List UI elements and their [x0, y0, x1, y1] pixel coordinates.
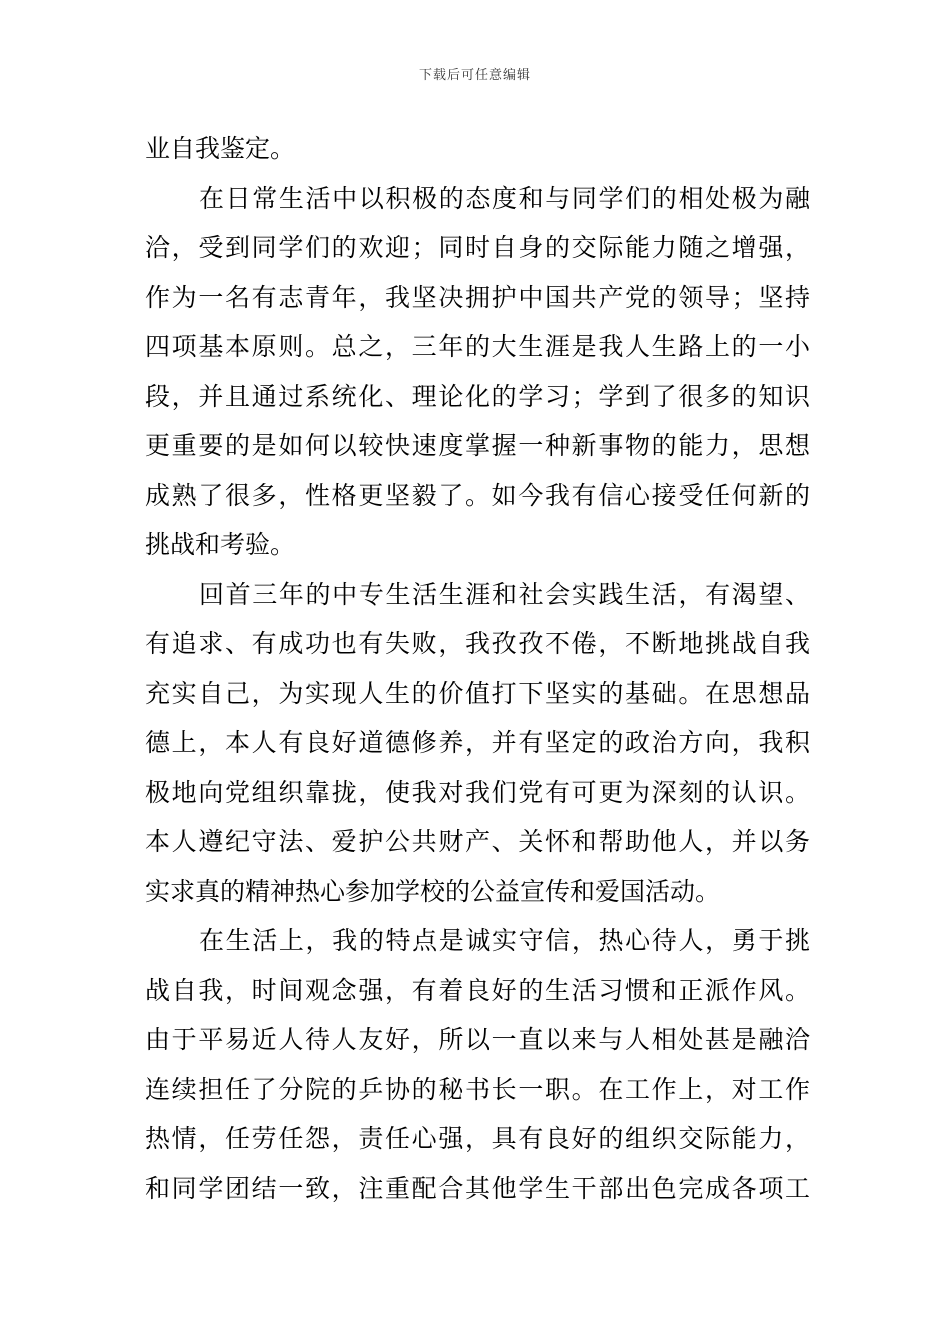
- text-line: 段，并且通过系统化、理论化的学习；学到了很多的知识: [145, 381, 810, 411]
- text-line: 四项基本原则。总之，三年的大生涯是我人生路上的一小: [145, 332, 810, 361]
- text-line: 实求真的精神热心参加学校的公益宣传和爱国活动。: [145, 876, 721, 906]
- text-line: 热情，任劳任怨，责任心强，具有良好的组织交际能力，: [145, 1124, 810, 1153]
- text-line: 充实自己，为实现人生的价值打下坚实的基础。在思想品: [145, 678, 810, 708]
- text-line: 在日常生活中以积极的态度和与同学们的相处极为融: [199, 183, 810, 213]
- text-line: 战自我，时间观念强，有着良好的生活习惯和正派作风。: [145, 975, 810, 1005]
- text-line: 极地向党组织靠拢，使我对我们党有可更为深刻的认识。: [145, 777, 810, 807]
- document-body: [145, 124, 810, 1213]
- text-line: 德上，本人有良好道德修养，并有坚定的政治方向，我积: [145, 728, 810, 757]
- header-note: 下载后可任意编辑: [418, 68, 531, 83]
- text-line: 挑战和考验。: [145, 530, 296, 559]
- text-line: 更重要的是如何以较快速度掌握一种新事物的能力，思想: [145, 431, 810, 460]
- text-line: 由于平易近人待人友好，所以一直以来与人相处甚是融洽: [145, 1025, 810, 1054]
- text-line: 有追求、有成功也有失败，我孜孜不倦，不断地挑战自我: [145, 629, 810, 658]
- text-line: 成熟了很多，性格更坚毅了。如今我有信心接受任何新的: [145, 480, 810, 510]
- text-line: 本人遵纪守法、爱护公共财产、关怀和帮助他人，并以务: [145, 827, 810, 856]
- text-line: 业自我鉴定。: [145, 134, 296, 163]
- text-line: 连续担任了分院的乒协的秘书长一职。在工作上，对工作: [145, 1074, 810, 1104]
- text-line: 作为一名有志青年，我坚决拥护中国共产党的领导；坚持: [145, 282, 810, 312]
- text-line: 在生活上，我的特点是诚实守信，热心待人，勇于挑: [199, 926, 810, 955]
- text-line: 洽，受到同学们的欢迎；同时自身的交际能力随之增强，: [145, 233, 810, 262]
- text-line: 回首三年的中专生活生涯和社会实践生活，有渴望、: [199, 579, 810, 609]
- text-line: 和同学团结一致，注重配合其他学生干部出色完成各项工: [145, 1173, 810, 1203]
